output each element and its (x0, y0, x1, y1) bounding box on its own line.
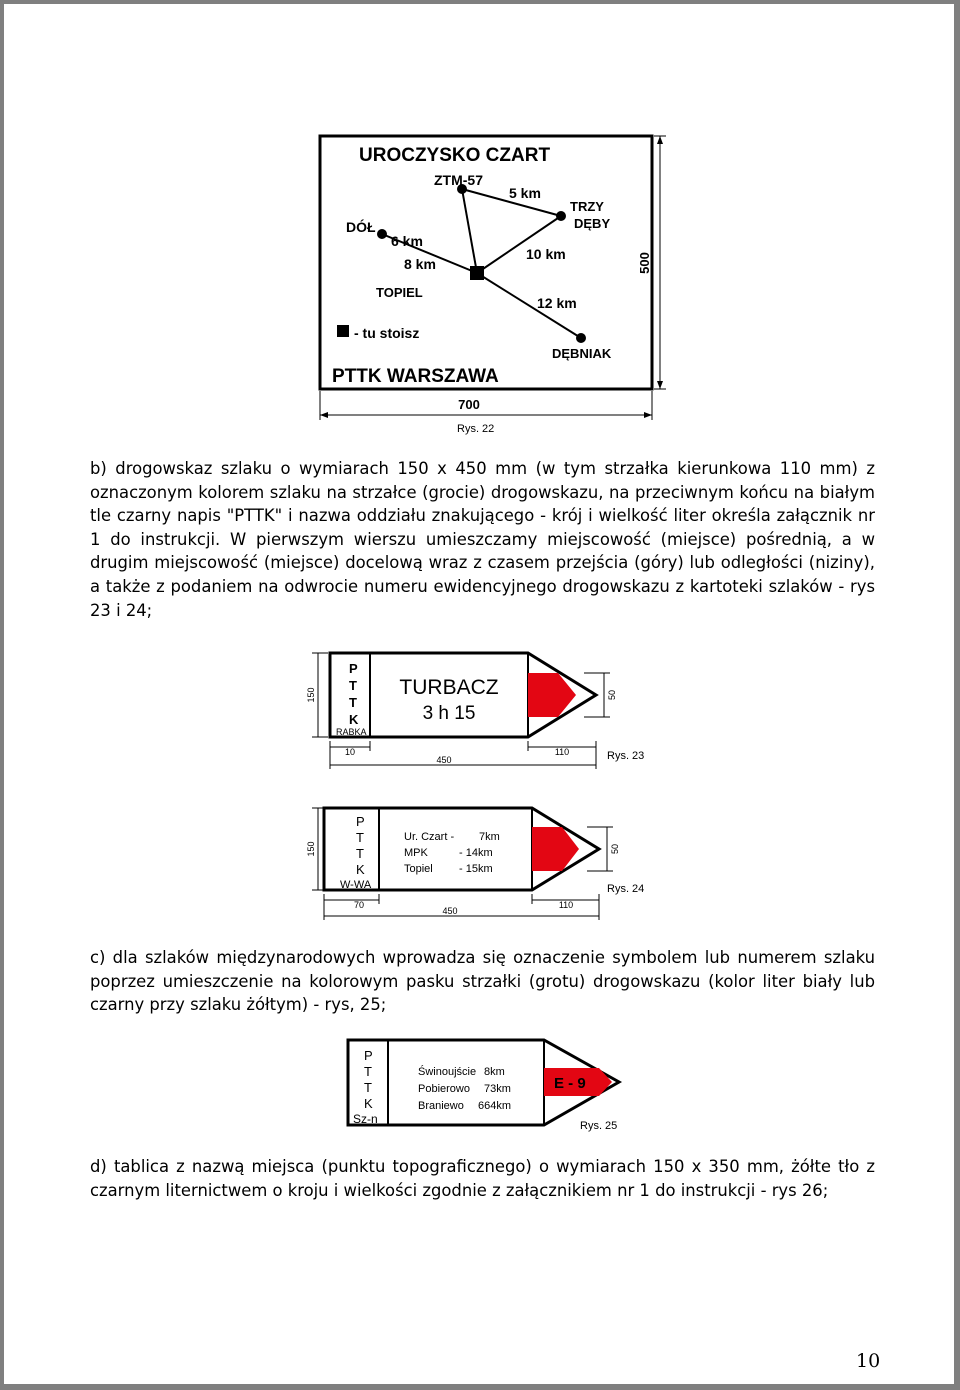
fig23-dim-total: 450 (436, 755, 452, 765)
fig22-width-dim: 700 (458, 397, 480, 412)
figure-24 (304, 804, 664, 924)
fig23-dim-height: 150 (306, 687, 316, 703)
fig22-dist-8: 8 km (404, 256, 436, 272)
fig22-legend: - tu stoisz (354, 325, 420, 341)
fig25-row3-place: Braniewo (418, 1100, 464, 1112)
figure-25 (344, 1036, 644, 1136)
fig23-dim-arrow-height: 50 (607, 689, 617, 701)
fig25-row3-dist: 664km (478, 1100, 512, 1112)
fig23-dim-arrow: 110 (554, 747, 570, 757)
paragraph-b: b) drogowskaz szlaku o wymiarach 150 x 450 mm (w tym strzałka kierunkowa 110 mm) z oznaczonym kolorem szlaku na strzałce (grocie) drogowskazu, na przeciwnym końcu na białym tle czarny napis "PTTK" i nazwa oddziału znakującego - krój i wielkość liter określa załącznik nr 1 do instrukcji. W pierwszym wierszu umieszczamy miejscowość (miejsce) pośrednią, a w drugim miejscowość (miejsce) docelową wraz z czasem przejścia (góry) lub odległości (niziny), a także z podaniem na odwrocie numeru ewidencyjnego drogowskazu z kartoteki szlaków - rys 23 i 24; (90, 459, 875, 620)
document-page (4, 4, 954, 1384)
fig25-branch: Sz-n (353, 1112, 378, 1126)
fig22-caption: Rys. 22 (457, 423, 495, 435)
fig24-letter-k: K (356, 862, 365, 877)
fig24-letter-p: P (356, 814, 365, 829)
fig24-row1-dist: 7km (479, 831, 500, 843)
fig25-row1-place: Świnoujście (418, 1066, 477, 1078)
fig25-letter-p: P (364, 1048, 373, 1063)
fig24-dim-arrow-height: 50 (610, 843, 620, 855)
figure-23-drawing (304, 649, 664, 774)
figure-22 (304, 128, 694, 440)
paragraph-c: c) dla szlaków międzynarodowych wprowadza się oznaczenie symbolem lub numerem szlaku poprzez umieszczenie na kolorowym pasku strzałki (grotu) drogowskazu (kolor liter biały lub czarny przy szlaku żółtym) - rys, 25; (90, 948, 875, 1015)
fig24-branch: W-WA (340, 879, 372, 891)
fig24-row3-place: Topiel (404, 863, 433, 875)
fig24-caption: Rys. 24 (607, 883, 645, 895)
fig24-row1-place: Ur. Czart - (404, 831, 455, 843)
fig22-dist-10: 10 km (526, 246, 566, 262)
fig22-height-dim: 500 (637, 252, 652, 274)
fig22-dol: DÓŁ (346, 219, 376, 235)
fig22-topiel: TOPIEL (376, 285, 423, 300)
fig24-row3-dist: - 15km (459, 863, 493, 875)
fig25-route-label: E - 9 (554, 1075, 586, 1092)
fig22-debniak: DĘBNIAK (552, 346, 612, 361)
paragraph-d: d) tablica z nazwą miejsca (punktu topograficznego) o wymiarach 150 x 350 mm, żółte tło z czarnym liternictwem o kroju i wielkości zgodnie z załącznikiem nr 1 do instrukcji - rys 26; (90, 1157, 875, 1200)
fig25-caption: Rys. 25 (580, 1120, 618, 1132)
fig25-letter-t1: T (364, 1064, 372, 1079)
fig23-destination: TURBACZ (399, 676, 499, 699)
fig24-dim-left: 70 (353, 900, 365, 910)
fig25-row2-place: Pobierowo (418, 1083, 470, 1095)
fig23-letter-p: P (349, 661, 358, 676)
fig24-dim-arrow: 110 (558, 900, 574, 910)
fig23-letter-t2: T (349, 695, 357, 710)
fig25-letter-t2: T (364, 1080, 372, 1095)
fig23-letter-t1: T (349, 678, 357, 693)
fig24-letter-t1: T (356, 830, 364, 845)
fig25-letter-k: K (364, 1096, 373, 1111)
fig23-time: 3 h 15 (422, 703, 476, 724)
figure-25-drawing (344, 1036, 644, 1136)
fig24-row2-dist: - 14km (459, 847, 493, 859)
page-number: 10 (856, 1350, 881, 1372)
fig22-deby: DĘBY (574, 216, 611, 231)
fig22-title: UROCZYSKO CZART (359, 145, 551, 166)
figure-23 (304, 649, 664, 774)
fig22-dist-6: 6 km (391, 233, 423, 249)
fig22-footer: PTTK WARSZAWA (332, 366, 499, 387)
fig25-row2-dist: 73km (484, 1083, 511, 1095)
figure-22-drawing (304, 128, 694, 440)
fig25-row1-dist: 8km (484, 1066, 505, 1078)
fig22-dist-12: 12 km (537, 295, 577, 311)
figure-24-drawing (304, 804, 664, 924)
fig22-ztm: ZTM-57 (434, 172, 483, 188)
fig24-dim-total: 450 (442, 906, 458, 916)
fig23-branch: RABKA (336, 727, 367, 737)
fig22-trzy: TRZY (570, 199, 604, 214)
fig23-dim-left: 10 (344, 747, 356, 757)
fig23-letter-k: K (349, 712, 359, 727)
fig24-dim-height: 150 (306, 841, 316, 857)
fig24-letter-t2: T (356, 846, 364, 861)
fig24-row2-place: MPK (404, 847, 428, 859)
fig23-caption: Rys. 23 (607, 750, 645, 762)
fig22-dist-5: 5 km (509, 185, 541, 201)
